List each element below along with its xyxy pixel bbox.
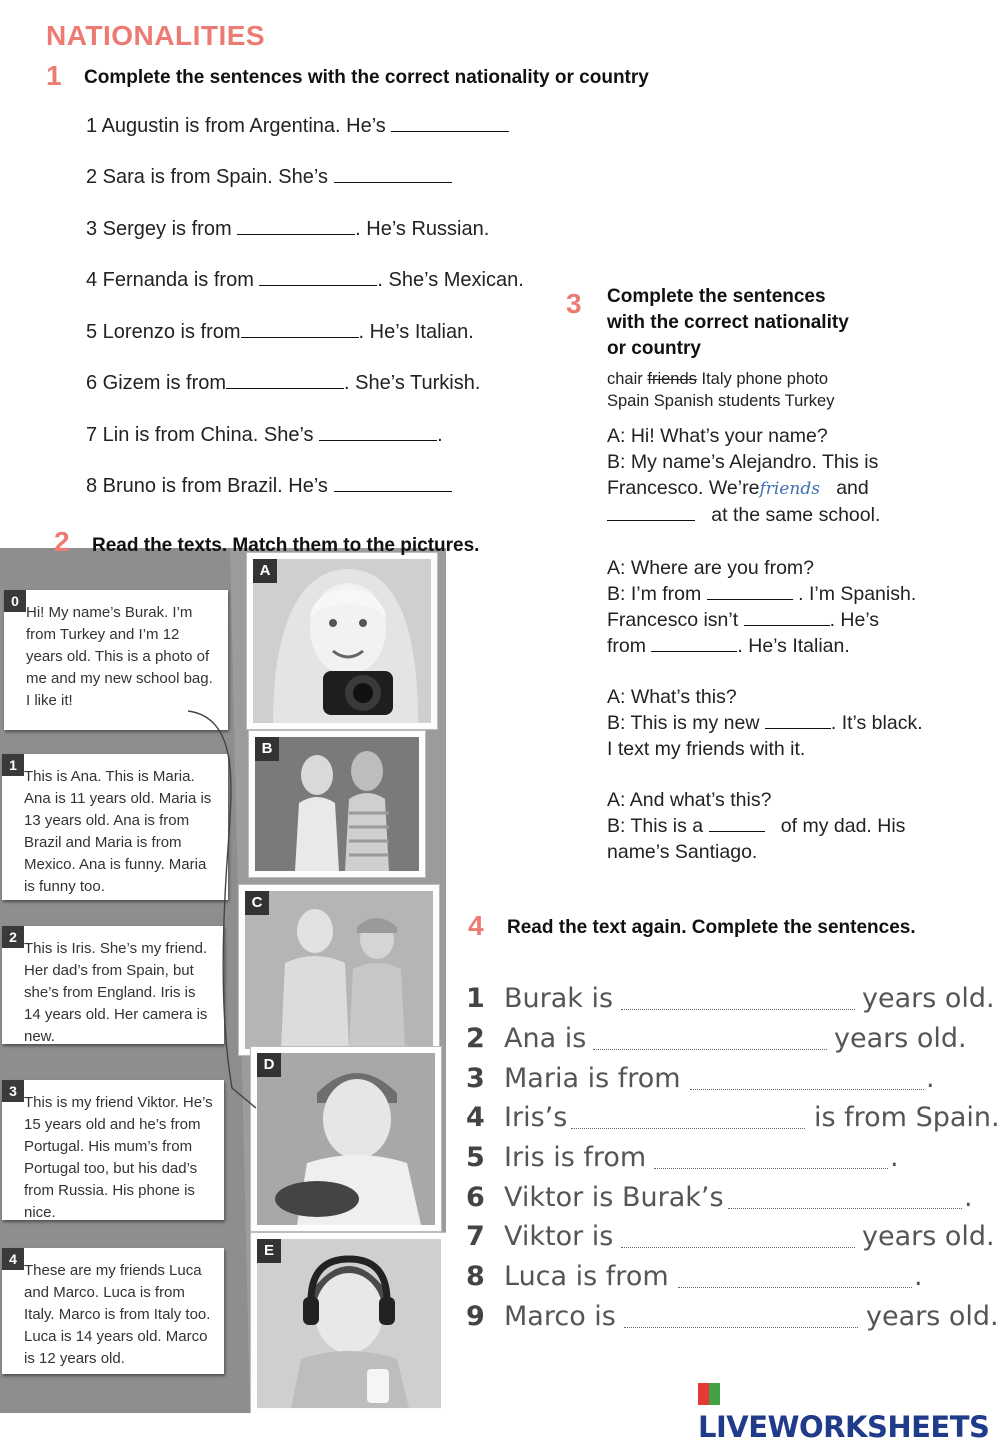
s1-sentence-1: 1 Augustin is from Argentina. He’s [86,115,509,138]
s1-sentence-8: 8 Bruno is from Brazil. He’s [86,475,452,498]
picture-d-label: D [257,1053,281,1077]
s1-answer-8[interactable] [334,475,452,492]
two-boys-photo [245,891,433,1049]
dialogue-3-blank[interactable] [765,712,831,729]
s1-answer-2[interactable] [334,166,452,183]
dialogue-1-filled-answer[interactable]: friends [759,479,820,499]
text-card-3-number: 3 [2,1080,24,1102]
picture-b[interactable] [248,730,426,878]
s4-sentence-4: 4 Iris’s is from Spain. [466,1102,1000,1133]
girl-with-camera-photo [253,559,431,723]
s1-sentence-2: 2 Sara is from Spain. She’s [86,166,452,189]
s4-answer-9[interactable] [624,1327,858,1328]
text-card-1-text: This is Ana. This is Maria. Ana is 11 years old. Maria is 13 years old. Ana is from Brazil and Maria is from Mexico. Ana is funny. Maria is funny too. [24,768,212,895]
text-card-3 [2,1080,224,1220]
dialogue-3: A: What’s this? B: This is my new . It’s black. I text my friends with it. [607,686,923,760]
s4-answer-4[interactable] [571,1128,805,1129]
picture-b-label: B [255,737,279,761]
s4-sentence-6: 6 Viktor is Burak’s . [466,1182,973,1213]
s4-sentence-3: 3 Maria is from . [466,1063,935,1094]
liveworksheets-logo: LIVEWORKSHEETS [698,1376,1000,1444]
s1-sentence-4: 4 Fernanda is from . She’s Mexican. [86,269,524,291]
dialogue-4: A: And what’s this? B: This is a of my dad. His name’s Santiago. [607,789,906,863]
text-card-1 [2,754,228,900]
dialogue-2-blank-1[interactable] [707,583,793,600]
s1-answer-5[interactable] [241,321,359,338]
text-card-0 [4,590,228,730]
picture-c-label: C [245,891,269,915]
text-card-2 [2,926,224,1044]
section-1-heading: Complete the sentences with the correct nationality or country [84,67,649,88]
s1-sentence-7: 7 Lin is from China. She’s . [86,424,443,446]
s4-sentence-9: 9 Marco is years old. [466,1301,999,1332]
picture-e-label: E [257,1239,281,1263]
section-1-number: 1 [46,60,62,91]
dialogue-4-blank[interactable] [709,815,765,832]
s1-answer-3[interactable] [237,218,355,235]
s4-answer-2[interactable] [593,1049,827,1050]
text-card-0-number: 0 [4,590,26,612]
picture-a-label: A [253,559,277,583]
text-card-4-number: 4 [2,1248,24,1270]
two-girls-photo [255,737,419,871]
section-2-number: 2 [54,526,70,557]
s4-answer-6[interactable] [728,1208,962,1209]
boy-with-bag-photo [257,1053,435,1225]
s4-sentence-5: 5 Iris is from . [466,1142,899,1173]
s1-sentence-5: 5 Lorenzo is from . He’s Italian. [86,321,474,343]
text-card-2-number: 2 [2,926,24,948]
s4-sentence-2: 2 Ana is years old. [466,1023,967,1054]
s1-answer-1[interactable] [391,115,509,132]
s1-answer-4[interactable] [259,269,377,286]
text-card-2-text: This is Iris. She’s my friend. Her dad’s from Spain, but she’s from England. Iris is 14 years old. Her camera is new. [24,940,208,1045]
text-card-4-text: These are my friends Luca and Marco. Luca is from Italy. Marco is from Italy too. Luca is 14 years old. Marco is 12 years old. [24,1262,211,1367]
s4-sentence-7: 7 Viktor is years old. [466,1221,995,1252]
reading-panel [0,548,446,1413]
text-card-4 [2,1248,224,1374]
picture-a[interactable] [246,552,438,730]
s4-answer-5[interactable] [654,1168,888,1169]
word-bank-struck-word: friends [647,370,697,388]
section-4-number: 4 [468,910,484,941]
text-card-1-number: 1 [2,754,24,776]
dialogue-2-blank-2[interactable] [744,609,830,626]
picture-d[interactable] [250,1046,442,1232]
s4-sentence-1: 1 Burak is years old. [466,983,995,1014]
dialogue-2-blank-3[interactable] [651,635,737,652]
section-4-heading: Read the text again. Complete the sentences. [507,917,916,938]
s1-answer-7[interactable] [319,424,437,441]
text-card-3-text: This is my friend Viktor. He’s 15 years old and he’s from Portugal. His mum’s from Portugal too, but his dad’s from Russia. His phone is nice. [24,1094,213,1221]
s1-sentence-3: 3 Sergey is from . He’s Russian. [86,218,490,240]
s4-answer-1[interactable] [621,1009,855,1010]
dialogue-2: A: Where are you from? B: I’m from . I’m Spanish. Francesco isn’t . He’s from . He’s Italian. [607,557,917,657]
word-bank: chair friends Italy phone photo Spain Spanish students Turkey [607,370,835,410]
s1-sentence-6: 6 Gizem is from . She’s Turkish. [86,372,481,394]
page-title: NATIONALITIES [46,20,266,51]
section-2-heading: Read the texts. Match them to the pictures. [92,535,480,556]
picture-e[interactable] [250,1232,446,1413]
dialogue-1-blank[interactable] [607,504,695,521]
section-3-heading: Complete the sentences with the correct nationality or country [607,286,849,359]
boy-with-headphones-photo [257,1239,441,1408]
s1-answer-6[interactable] [226,372,344,389]
dialogue-1: A: Hi! What’s your name? B: My name’s Alejandro. This is Francesco. We’refriends and at the same school. [607,425,881,526]
s4-answer-3[interactable] [690,1089,924,1090]
logo-icon [698,1383,720,1405]
s4-answer-7[interactable] [621,1247,855,1248]
s4-answer-8[interactable] [678,1287,912,1288]
s4-sentence-8: 8 Luca is from . [466,1261,923,1292]
section-3-number: 3 [566,288,582,319]
picture-c[interactable] [238,884,440,1056]
text-card-0-text: Hi! My name’s Burak. I’m from Turkey and I’m 12 years old. This is a photo of me and my new school bag. I like it! [26,604,213,709]
